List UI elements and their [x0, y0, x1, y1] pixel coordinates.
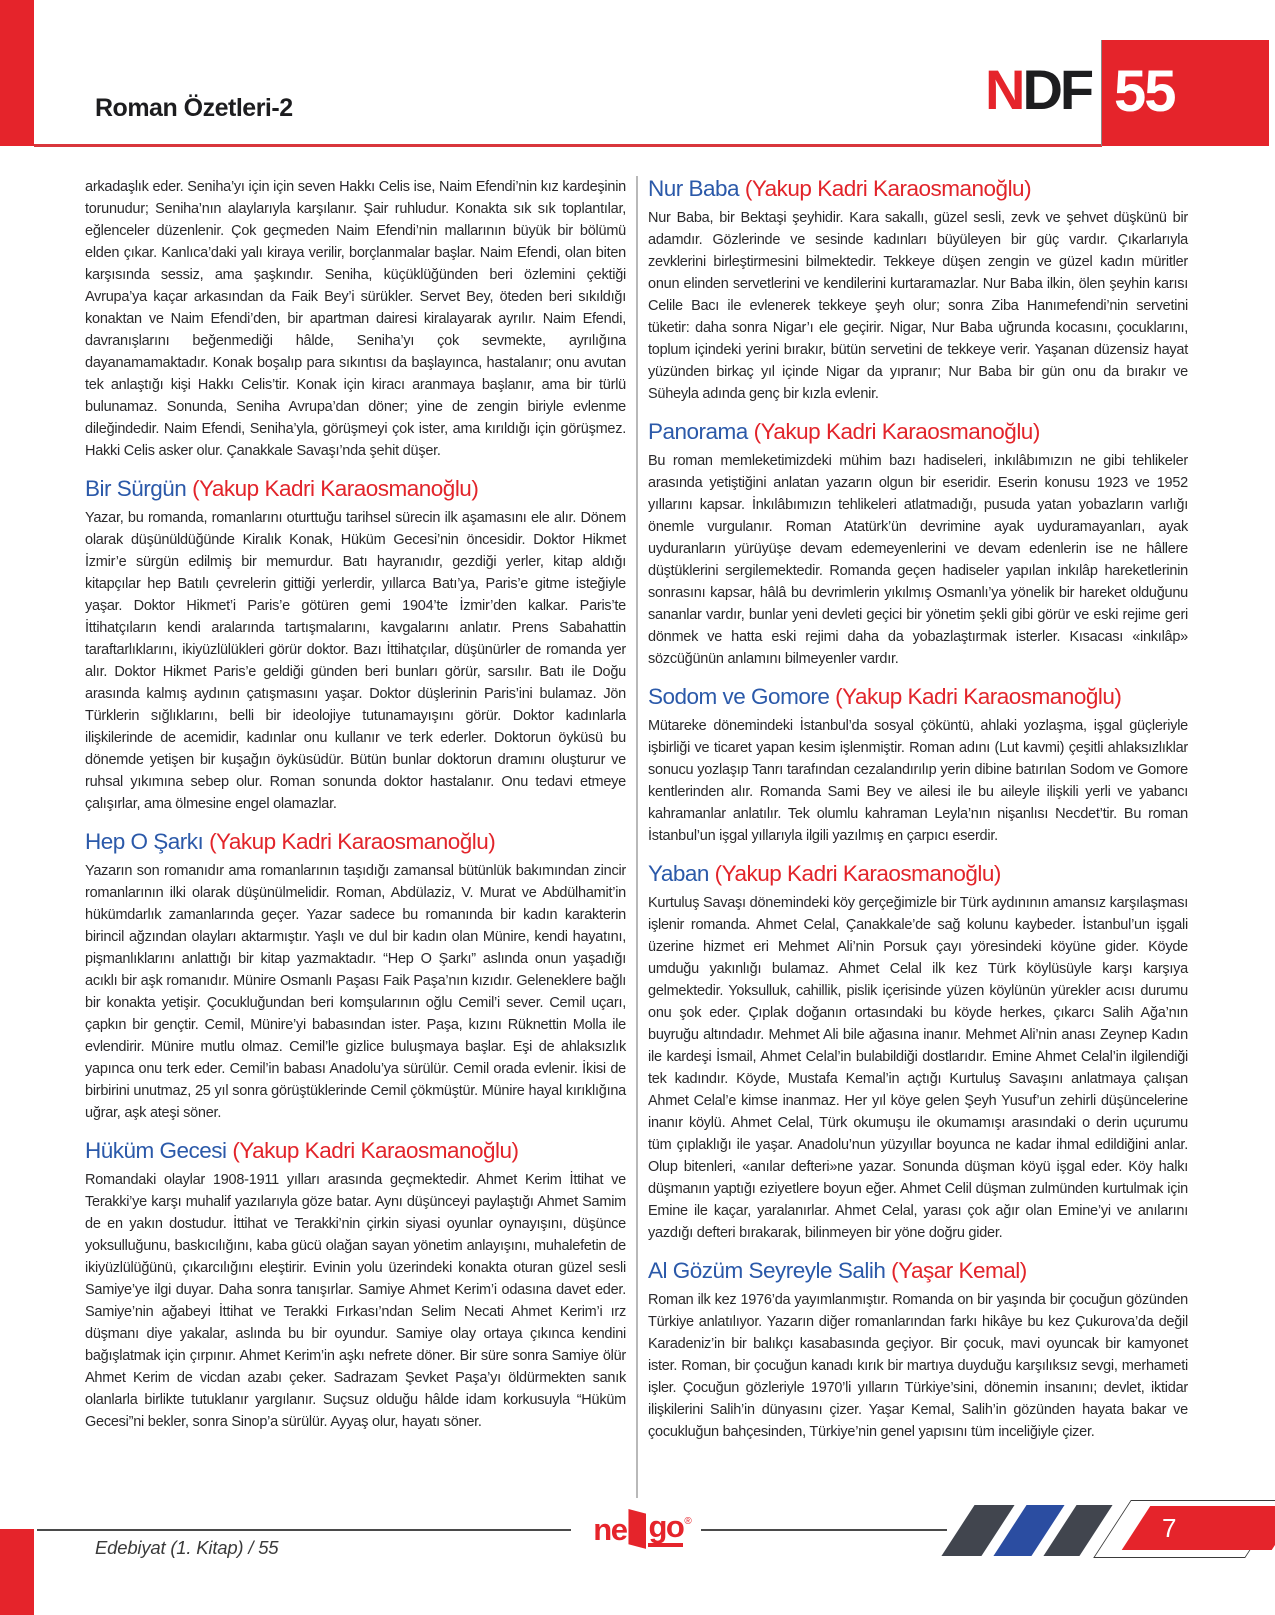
open-book-icon [628, 1509, 646, 1549]
section-heading [648, 1258, 1188, 1283]
column-divider-line [636, 176, 638, 1502]
summary-paragraph: Romandaki olaylar 1908-1911 yılları arasında geçmektedir. Ahmet Kerim İttihat ve Terakki’ye karşı muhalif yazılarıyla göze batar. Aynı düşünceyi paylaştığı Ahmet Samim de en yakın dostudur. İttihat ve Terakki’nin çirkin siyasi oyunlar oynayışını, düşünce yoksulluğunu, baskıcılığını, kaba gücü olağan sayan yönetim anlayışını, muhalefetin de ikiyüzlülüğünü, çıkarcılığını eleştirir. Evinin yolu üzerindeki konakta oturan güzel sesli Samiye’ye ilgi duyar. Daha sonra tanışırlar. Samiye Ahmet Kerim’i odasına davet eder. Samiye’nin ağabeyi İttihat ve Terakki Fırkası’ndan Selim Necati Ahmet Kerim’i ırz düşmanı diye yakalar, aslında bu bir oyundur. Samiye olay ortaya çıkınca kendini bağışlatmak için çırpınır. Ahmet Kerim’in aşkı nefrete döner. Bir süre sonra Samiye ölür Ahmet Kerim de vicdan azabı çeker. Sadrazam Şevket Paşa’yı öldürmekten sanık olanlarla birlikte tutuklanır yargılanır. Suçsuz olduğu hâlde idam korkusuyla “Hüküm Gecesi”ni bekler, sonra Sinop’a sürülür. Ayyaş olur, hayatı söner. [85, 1172, 626, 1430]
summary-paragraph: Kurtuluş Savaşı dönemindeki köy gerçeğimizle bir Türk aydınının amansız karşılaşması işlenir romanda. Ahmet Celal, Çanakkale’de sağ kolunu kaybeder. İstanbul’un işgali üzerine hizmet eri Mehmet Ali’nin Porsuk çayı yöresindeki köyüne gider. Köyde umduğu yakınlığı bulamaz. Ahmet Celal ilk kez Türk köylüsüyle karşı karşıya gelmektedir. Yoksulluk, cahillik, pislik içerisinde yüzen köylünün yürekler acısı durumu onu şok eder. Çıplak doğanın ortasındaki bu köyde herkes, çıkarcı Salih Ağa’nın buyruğu altındadır. Mehmet Ali bile ağasına inanır. Mehmet Ali’nin anası Zeynep Kadın ile kardeşi İsmail, Ahmet Celal’in bulabildiği dostlarıdır. Emine Ahmet Celal’in ilgilendiği tek kadındır. Köyde, Mustafa Kemal’in açtığı Kurtuluş Savaşını anlatmaya çalışan Ahmet Celal’e kimse inanmaz. Her yıl köye gelen Şeyh Yusuf’un zehirli düşüncelerine inanır köylü. Ahmet Celal, Türk okumuşu ile okumamışı arasındaki o derin uçurumu tüm çıplaklığı ile yaşar. Anadolu’nun yüzyıllar boyunca ne kadar ihmal edildiğini anlar. Olup bitenleri, «anılar defteri»ne yazar. Sonunda düşman köyü işgal eder. Köy halkı düşmanın yaptığı eziyetlere boyun eğer. Ahmet Celil düşman zulmünden kurtulmak için Emine ile kaçar, yaralanırlar. Ahmet Celal, yarası çok ağır olan Emine’yi ve anılarını yazdığı defteri bırakarak, bilinmeyen bir yöne doğru gider. [648, 895, 1188, 1241]
novel-title: Hüküm Gecesi [85, 1138, 227, 1163]
publisher-logo-go: go [648, 1511, 683, 1547]
brand-logo [985, 58, 1092, 121]
summary-paragraph: Nur Baba, bir Bektaşi şeyhidir. Kara sakallı, güzel sesli, zevk ve şehvet düşkünü bir adamdır. Gözlerinde ve sesinde kadınları büyüleyen bir güç vardır. Çıkarlarıyla zevklerini birleştirmesini bilmektedir. Tekkeye düşen zengin ve güzel kadın müritler onun elinden servetlerini ve kendilerini kurtaramazlar. Nur Baba ilkin, ölen şeyhin karısı Celile Bacı ile evlenerek tekkeye şeyh olur; sonra Ziba Hanımefendi’nin servetini tüketir: daha sonra Nigar’ı ele geçirir. Nigar, Nur Baba uğrunda kocasını, çocuklarını, toplum içindeki yerini bırakır, bütün servetini de tekkeye verir. Yaşanan düzensiz hayat yüzünden birkaç yıl içinde Nigar da yıpranır; Nur Baba bir gün onu da bırakır ve Süheyla adında genç bir kızla evlenir. [648, 210, 1188, 402]
summary-paragraph: arkadaşlık eder. Seniha’yı için için seven Hakkı Celis ise, Naim Efendi’nin kız kardeşinin torunudur; Seniha’nın alaylarıyla karşılanır. Şair ruhludur. Konakta sık sık toplantılar, eğlenceler düzenlenir. Çok geçmeden Naim Efendi’nin mallarının büyük bir bölümü elden çıkar. Kanlıca’daki yalı kiraya verilir, borçlanmalar başlar. Naim Efendi, olan biten karşısında sessiz, ama şaşkındır. Seniha, küçüklüğünden beri özlemini çektiği Avrupa’ya kaçar arkasından da Faik Bey’i sürükler. Servet Bey, öteden beri sıkıldığı konaktan ve Naim Efendi’den, bir apartman dairesi kiralayarak ayrılır. Naim Efendi, davranışlarını beğenmediği hâlde, Seniha’yı çok sevmekte, ayrılığına dayanamamaktadır. Konak boşalıp para sıkıntısı da başlayınca, hastalanır; onu avutan tek anlaştığı kişi Hakkı Celis’tir. Konak için kiracı aranmaya başlanır, ama bir türlü bulunamaz. Sonunda, Seniha Avrupa’dan döner; yine de zengin biriyle evlenme dileğindedir. Naim Efendi, Seniha’yla, görüşmeyi çok ister, ama kırıldığı için görüşmez. Hakki Celis asker olur. Çanakkale Savaşı’nda şehit düşer. [85, 179, 626, 459]
publisher-logo [583, 1498, 701, 1560]
novel-author: (Yakup Kadri Karaosmanoğlu) [232, 1138, 519, 1163]
section-heading [85, 1138, 626, 1163]
summary-paragraph: Yazar, bu romanda, romanlarını oturttuğu tarihsel sürecin ilk aşamasını ele alır. Dönem olarak düşünüldüğünde Kiralık Konak, Hüküm Gecesi’nin öncesidir. Doktor Hikmet İzmir’e sürgün edilmiş bir memurdur. Batı hayranıdır, gezdiği yerler, kitap aldığı kitapçılar hep Batılı çevrelerin gittiği yerlerdir, yıllarca Batı’ya, Paris’e gitme isteğiyle yaşar. Doktor Hikmet’i Paris’e götüren gemi 1904’te İzmir’den kalkar. Paris’te İttihatçıların kendi aralarında tartışmalarını, kavgalarını anlatır. Prens Sabahattin taraftarlıklarını, ikiyüzlülükleri görür doktor. Bazı İttihatçılar, düşünürler de romanda yer alır. Doktor Hikmet Paris’e geldiği günden beri bunları görür, sarsılır. Batı ile Doğu arasında kalmış aydının çatışmasını yaşar. Doktor düşlerinin Paris’ini bulamaz. Jön Türklerin sığlıklarını, belli bir ideolojiye tutunamayışını görür. Doktor kadınlarla ilişkilerinde de acemidir, kadınlar onu kullanır ve terk ederler. Doktorun öyküsü bu dönemde yetişen bir kuşağın öyküsüdür. Bütün bunlar doktorun dramını oluşturur ve ruhsal yıkımına sebep olur. Roman sonunda doktor hastalanır. Onu tedavi etmeye çalışırlar, ama ölmesine engel olamazlar. [85, 510, 626, 812]
publisher-logo-ne: ne [593, 1511, 627, 1547]
novel-summary-section [85, 1138, 626, 1433]
novel-author: (Yakup Kadri Karaosmanoğlu) [209, 829, 496, 854]
novel-summary-section [85, 829, 626, 1124]
left-edge-red-bar-bottom [0, 1529, 34, 1615]
novel-title: Hep O Şarkı [85, 829, 204, 854]
novel-summary-section [648, 861, 1188, 1244]
left-edge-red-bar-top [0, 0, 34, 146]
page-number-badge [1122, 1506, 1275, 1550]
header-divider-rule [34, 144, 1102, 147]
left-column [85, 176, 626, 1433]
novel-title: Nur Baba [648, 176, 740, 201]
novel-title: Al Gözüm Seyreyle Salih [648, 1258, 886, 1283]
novel-title: Panorama [648, 419, 748, 444]
novel-author: (Yakup Kadri Karaosmanoğlu) [714, 861, 1001, 886]
section-heading [85, 829, 626, 854]
section-heading [648, 684, 1188, 709]
page-number: 7 [1162, 1513, 1177, 1543]
page-title: Roman Özetleri-2 [95, 94, 293, 122]
novel-author: (Yakup Kadri Karaosmanoğlu) [192, 476, 479, 501]
section-heading [648, 176, 1188, 201]
novel-summary-section [648, 1258, 1188, 1443]
novel-summary-section [648, 176, 1188, 405]
novel-author: (Yakup Kadri Karaosmanoğlu) [753, 419, 1040, 444]
registered-trademark-icon: ® [684, 1515, 692, 1527]
novel-title: Yaban [648, 861, 709, 886]
section-heading [648, 861, 1188, 886]
novel-title: Bir Sürgün [85, 476, 187, 501]
novel-author: (Yakup Kadri Karaosmanoğlu) [744, 176, 1032, 201]
novel-author: (Yakup Kadri Karaosmanoğlu) [835, 684, 1122, 709]
right-column [648, 176, 1188, 1443]
novel-title: Sodom ve Gomore [648, 684, 830, 709]
footer-book-label: Edebiyat (1. Kitap) / 55 [95, 1537, 279, 1558]
issue-number-badge [1101, 40, 1269, 146]
footer-rule-right [697, 1529, 947, 1531]
summary-paragraph: Yazarın son romanıdır ama romanlarının taşıdığı zamansal bütünlük bakımından zincir romanlarının ilki olarak düşünülmelidir. Roman, Abdülaziz, V. Murat ve Abdülhamit’in hükümdarlık zamanlarında geçer. Yazar sadece bu romanında bir kadın karakterin birincil ağzından olayları aktarmıştır. Yaşlı ve dul bir kadın olan Münire, kendi hayatını, pişmanlıklarını anlattığı bir kitap yazmaktadır. “Hep O Şarkı” aslında onun yaşadığı acıklı bir aşk romanıdır. Münire Osmanlı Paşası Faik Paşa’nın kızıdır. Geleneklere bağlı bir konakta yetişir. Çocukluğundan beri komşularının oğlu Cemil’i sever. Cemil uçarı, çapkın bir gençtir. Cemil, Münire’yi babasından ister. Paşa, kızını Rüknettin Molla ile evlendirir. Münire mutlu olmaz. Cemil’le gizlice buluşmaya başlar. Eşi de ahlaksızlık yapınca onu terk eder. Cemil’in babası Anadolu’ya sürülür. Cemil orada evlenir. İkisi de birbirini unutmaz, 25 yıl sonra görüştüklerinde Cemil çökmüştür. Münire hayal kırıklığına uğrar, aşk ateşi söner. [85, 863, 626, 1121]
novel-summary-section [648, 419, 1188, 670]
novel-summary-section [85, 476, 626, 815]
summary-paragraph: Roman ilk kez 1976’da yayımlanmıştır. Romanda on bir yaşında bir çocuğun gözünden Türkiye anlatılıyor. Yazarın diğer romanlarından farkı hikâye bu kez Çukurova’da değil Karadeniz’in bir balıkçı kasabasında geçiyor. Bir çocuk, mavi oyuncak bir kamyonet ister. Roman, bir çocuğun kanadı kırık bir martıya duyduğu karşılıksız sevgi, merhameti işler. Çocuğun gözleriyle 1970’li yılların Türkiye’sini, dönemin insanını; devlet, iktidar ilişkilerini Salih’in dünyasını çizer. Yaşar Kemal, Salih’in gözünden hayata bakar ve çocukluğun bahçesinden, Türkiye’nin genel yapısını tüm inceliğiyle çizer. [648, 1292, 1188, 1440]
section-heading [85, 476, 626, 501]
issue-number: 55 [1114, 59, 1175, 124]
brand-letters-df: DF [1022, 58, 1092, 121]
footer-rule-left [37, 1529, 571, 1531]
brand-letter-n: N [985, 58, 1023, 121]
summary-paragraph: Mütareke dönemindeki İstanbul’da sosyal çöküntü, ahlaki yozlaşma, işgal güçleriyle işbirliği ve ticaret yapan kesim işlenmiştir. Roman adını (Lut kavmi) çeşitli ahlaksızlıklar sonucu yozlaşıp Tanrı tarafından cezalandırılıp yerin dibine batırılan Sodom ve Gomore kentlerinden alır. Romanda Sami Bey ve ailesi ile bu aileyle ilişkili yerli ve yabancı kahramanlar anlatılır. Tek olumlu kahraman Leyla’nın nişanlısı Necdet’tir. Bu roman İstanbul’un işgal yıllarıyla ilgili yazılmış en çarpıcı eserdir. [648, 718, 1188, 844]
novel-author: (Yaşar Kemal) [891, 1258, 1027, 1283]
novel-summary-section [648, 684, 1188, 847]
section-heading [648, 419, 1188, 444]
summary-paragraph: Bu roman memleketimizdeki mühim bazı hadiseleri, inkılâbımızın ne gibi tehlikeler arasında yetiştiğini anlatan yazarın olgun bir eseridir. Eserin konusu 1923 ve 1952 yıllarını kapsar. İnkılâbımızın tehlikeleri atlatmadığı, pusuda yatan yobazların varlığı önemle vurgulanır. Roman Atatürk’ün devrimine ayak uyduramayanları, ayak uyduranların yürüyüşe devam edemeyenlerini ve devam edenlerin ise ne hâllere düştüklerini sergilemektedir. Romanda geçen hadiseler yapılan inkılâp hareketlerinin sonrasını kapsar, hâlâ bu devrimlerin yıkılmış Osmanlı’ya yönelik bir hareket olduğunu sananlar vardır, bunlar yeni devleti geçici bir yönetim şekli gibi görür ve eski rejime geri dönmek ve hatta eski rejimi daha da yobazlaştırmak isterler. Kısacası «inkılâp» sözcüğünün anlamını bilmeyenler vardır. [648, 453, 1188, 667]
novel-summary-section [85, 176, 626, 462]
